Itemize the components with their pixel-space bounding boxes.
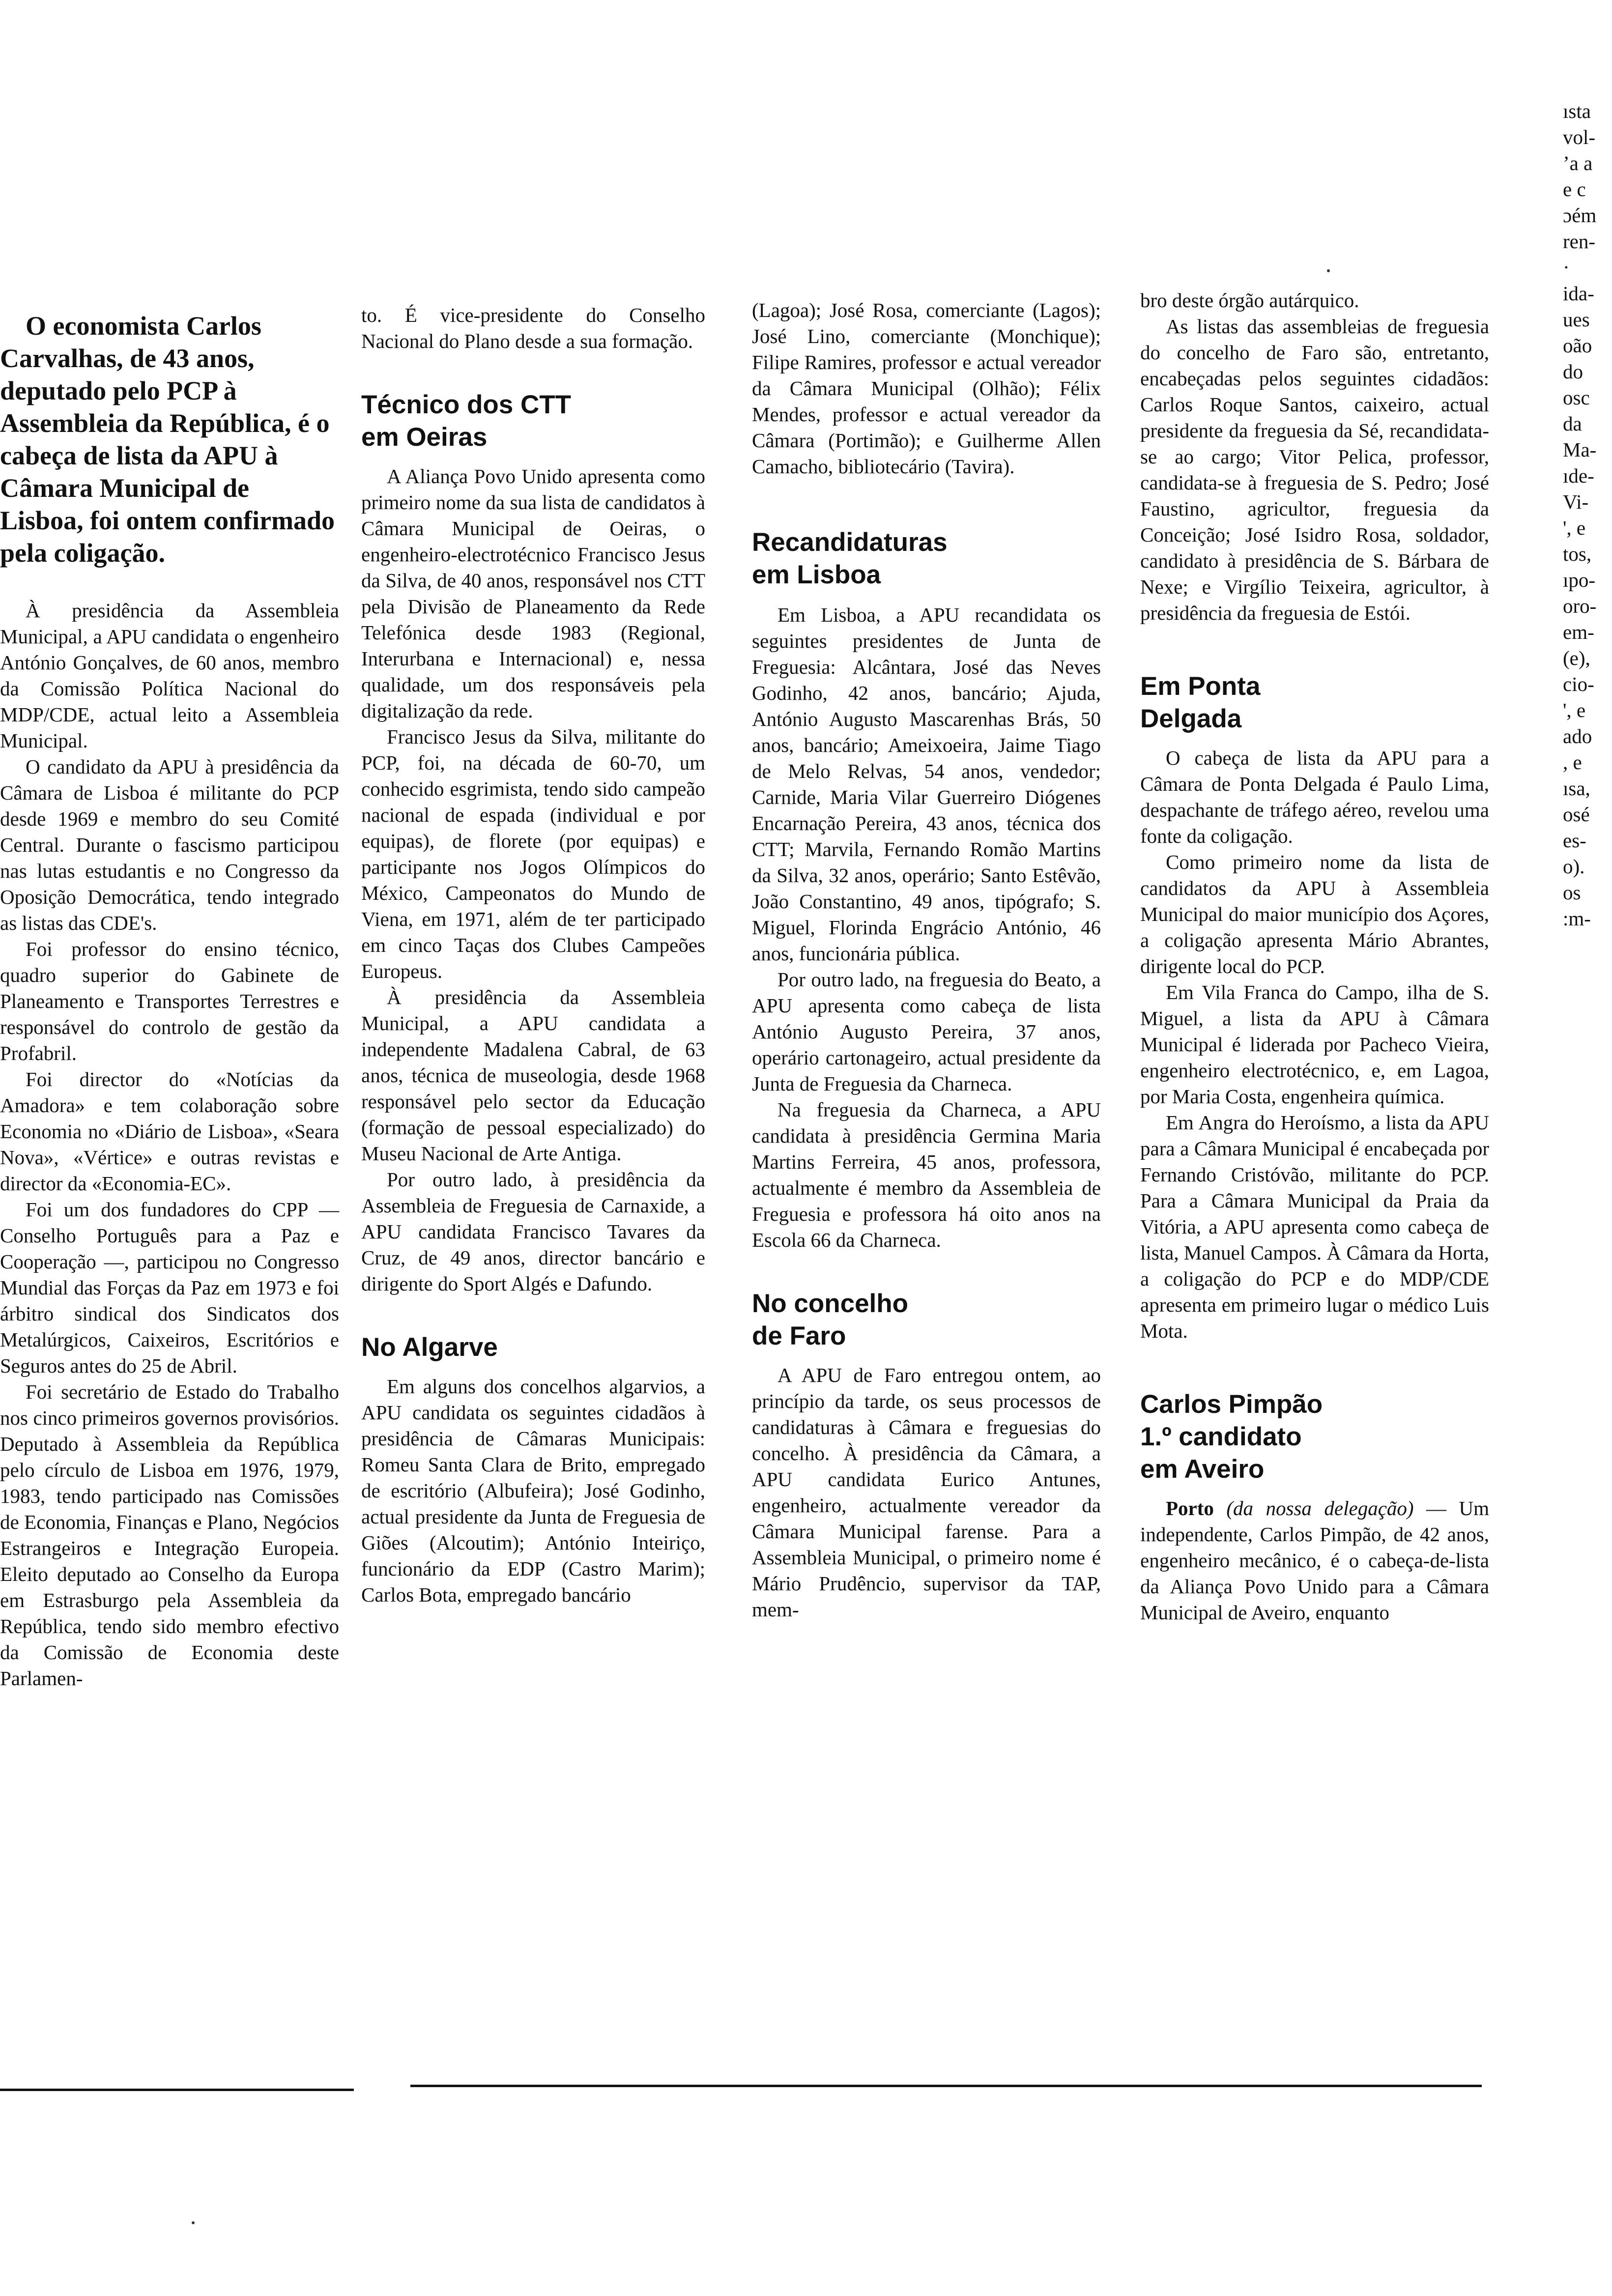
edge-fragment: osé [1563, 803, 1590, 826]
edge-fragment: ', e [1563, 517, 1586, 539]
edge-fragment: ısa, [1563, 777, 1590, 800]
dateline-paragraph [1140, 1495, 1489, 1626]
continuation-paragraph: to. É vice-presidente do Conselho Nacional do Plano desde a sua formação. [361, 304, 705, 352]
edge-fragment: cio- [1563, 673, 1594, 695]
edge-fragment: :m- [1563, 907, 1591, 930]
edge-fragment: Ma- [1563, 438, 1597, 461]
column-4 [1140, 287, 1489, 1626]
edge-fragment: em- [1563, 621, 1594, 643]
bottom-rule-right [410, 2085, 1482, 2087]
edge-fragment: o). [1563, 855, 1585, 878]
edge-fragment: ida- [1563, 282, 1594, 305]
body-paragraph: Foi professor do ensino técnico, quadro superior do Gabinete de Planeamento e Transportes Terrestres e responsável do controlo de gestão da Profabril. [0, 938, 339, 1064]
body-paragraph: Francisco Jesus da Silva, militante do PCP, foi, na década de 60-70, um conhecido esgrimista, tendo sido campeão nacional de espada (individual e por equipas), de florete (por equipas) e participante nos Jogos Olímpicos do México, Campeonatos do Mundo de Viena, em 1971, além de ter participado em cinco Taças dos Clubes Campeões Europeus. [361, 725, 705, 982]
section-heading: Em Ponta Delgada [1140, 672, 1261, 733]
body-paragraph: Em alguns dos concelhos algarvios, a APU candidata os seguintes cidadãos à presidência de Câmaras Municipais: Romeu Santa Clara de Brito, empregado de escritório (Albufeira); José Godinho, actual presidente da Junta de Freguesia de Giões (Alcoutim); António Inteiriço, funcionário da EDP (Castro Marim); Carlos Bota, empregado bancário [361, 1375, 705, 1606]
body-paragraph: O cabeça de lista da APU para a Câmara de Ponta Delgada é Paulo Lima, despachante de tráfego aéreo, revelou uma fonte da coligação. [1140, 746, 1489, 847]
column-3 [752, 297, 1101, 1623]
body-paragraph: Na freguesia da Charneca, a APU candidata à presidência Germina Maria Martins Ferreira, 45 anos, professora, actualmente é membro da Assembleia de Freguesia e professora há oito anos na Escola 66 da Charneca. [752, 1098, 1101, 1251]
body-paragraph: Em Angra do Heroísmo, a lista da APU para a Câmara Municipal é encabeçada por Fernando Cristóvão, militante do PCP. Para a Câmara Municipal da Praia da Vitória, a APU apresenta como cabeça de lista, Manuel Campos. À Câmara da Horta, a coligação do PCP e do MDP/CDE apresenta em primeiro lugar o médico Luis Mota. [1140, 1111, 1489, 1342]
body-paragraph: A APU de Faro entregou ontem, ao princípio da tarde, os seus processos de candidaturas à Câmara e freguesias do concelho. À presidência da Câmara, a APU candidata Eurico Antunes, engenheiro, actualmente vereador da Câmara Municipal farense. Para a Assembleia Municipal, o primeiro nome é Mário Prudêncio, supervisor da TAP, mem- [752, 1364, 1101, 1621]
dateline-source: (da nossa delegação) [1226, 1497, 1414, 1520]
edge-fragment: ıpo- [1563, 569, 1596, 591]
edge-fragment: oro- [1563, 595, 1597, 617]
body-paragraph: Por outro lado, na freguesia do Beato, a APU apresenta como cabeça de lista António Augusto Pereira, 37 anos, operário cartonageiro, actual presidente da Junta de Freguesia da Charneca. [752, 968, 1101, 1095]
edge-fragment: , e [1563, 751, 1582, 774]
section-heading: Carlos Pimpão 1.º candidato em Aveiro [1140, 1390, 1323, 1484]
column-2 [361, 302, 705, 1608]
edge-fragment: ʼa a [1563, 152, 1593, 174]
edge-fragment: vol- [1563, 126, 1596, 148]
body-paragraph: Em Lisboa, a APU recandidata os seguintes presidentes de Junta de Freguesia: Alcântara, José das Neves Godinho, 42 anos, bancário; Ajuda, António Augusto Mascarenhas Brás, 50 anos, bancário; Ameixoeira, Jaime Tiago de Melo Relvas, 54 anos, vendedor; Carnide, Maria Vilar Guerreiro Diógenes Encarnação Pereira, 43 anos, técnica dos CTT; Marvila, Fernando Romão Martins da Silva, 32 anos, operário; Santo Estêvão, João Constantino, 49 anos, tipógrafo; S. Miguel, Florinda Engrácio António, 46 anos, funcionária pública. [752, 603, 1101, 965]
body-paragraph: Foi um dos fundadores do CPP — Conselho Português para a Paz e Cooperação —, participou no Congresso Mundial das Forças da Paz em 1973 e foi árbitro sindical dos Sindicatos dos Metalúrgicos, Caixeiros, Escritórios e Seguros antes do 25 de Abril. [0, 1198, 339, 1377]
section-heading: Recandidaturas em Lisboa [752, 528, 948, 589]
body-paragraph: Como primeiro nome da lista de candidatos da APU à Assembleia Municipal do maior município dos Açores, a coligação apresenta Mário Abrantes, dirigente local do PCP. [1140, 851, 1489, 977]
body-paragraph: À presidência da Assembleia Municipal, a APU candidata a independente Madalena Cabral, de 63 anos, técnica de museologia, desde 1968 responsável pelo sector da Educação (formação de pessoal especializado) do Museu Nacional de Arte Antiga. [361, 986, 705, 1165]
section-heading: Técnico dos CTT em Oeiras [361, 390, 571, 452]
column-1 [0, 310, 339, 1692]
edge-fragment: ɔém [1563, 204, 1597, 227]
continuation-paragraph: (Lagoa); José Rosa, comerciante (Lagos); José Lino, comerciante (Monchique); Filipe Ramires, professor e actual vereador da Câmara Municipal (Olhão); Félix Mendes, professor e actual vereador da Câmara (Portimão); e Guilherme Allen Camacho, bibliotecário (Tavira). [752, 299, 1101, 478]
body-paragraph: O candidato da APU à presidência da Câmara de Lisboa é militante do PCP desde 1969 e membro do seu Comité Central. Durante o fascismo participou nas lutas estudantis e no Congresso da Oposição Democrática, tendo integrado as listas das CDE's. [0, 755, 339, 934]
section-heading: No concelho de Faro [752, 1289, 909, 1350]
edge-fragment: do [1563, 360, 1583, 383]
edge-fragment: osc [1563, 386, 1590, 409]
speck [192, 2221, 195, 2224]
edge-fragment: ado [1563, 725, 1592, 747]
body-paragraph: À presidência da Assembleia Municipal, a APU candidata o engenheiro António Gonçalves, de 60 anos, membro da Comissão Política Nacional do MDP/CDE, actual leito a Assembleia Municipal. [0, 599, 339, 752]
edge-fragment: os [1563, 881, 1581, 904]
edge-fragment: · [1563, 256, 1570, 279]
speck [1327, 269, 1330, 272]
body-paragraph: Foi secretário de Estado do Trabalho nos cinco primeiros governos provisórios. Deputado à Assembleia da República pelo círculo de Lisboa em 1976, 1979, 1983, tendo participado nas Comissões de Economia, Finanças e Plano, Negócios Estrangeiros e Integração Europeia. Eleito deputado ao Conselho da Europa em Estrasburgo pela Assembleia da República, tendo sido membro efectivo da Comissão de Economia deste Parlamen- [0, 1380, 339, 1690]
edge-fragment: tos, [1563, 543, 1592, 565]
section-heading: No Algarve [361, 1333, 498, 1362]
edge-fragment: (e), [1563, 647, 1590, 669]
body-paragraph: Foi director do «Notícias da Amadora» e tem colaboração sobre Economia no «Diário de Lisboa», «Seara Nova», «Vértice» e outras revistas e director da «Economia-EC». [0, 1068, 339, 1195]
body-paragraph: Em Vila Franca do Campo, ilha de S. Miguel, a lista da APU à Câmara Municipal é liderada por Pacheco Vieira, engenheiro electrotécnico, e, em Lagoa, por Maria Costa, engenheira química. [1140, 981, 1489, 1108]
edge-fragment: da [1563, 412, 1582, 435]
edge-fragment: es- [1563, 829, 1586, 852]
edge-fragment: ren- [1563, 230, 1596, 253]
body-paragraph: Por outro lado, à presidência da Assembleia de Freguesia de Carnaxide, a APU candidata Francisco Tavares da Cruz, de 49 anos, director bancário e dirigente do Sport Algés e Dafundo. [361, 1168, 705, 1295]
dateline-text: — Um independente, Carlos Pimpão, de 42 anos, engenheiro mecânico, é o cabeça-de-lista da Aliança Povo Unido para a Câmara Municipal de Aveiro, enquanto [1140, 1497, 1490, 1624]
body-paragraph: A Aliança Povo Unido apresenta como primeiro nome da sua lista de candidatos à Câmara Municipal de Oeiras, o engenheiro-electrotécnico Francisco Jesus da Silva, de 40 anos, responsável nos CTT pela Divisão de Planeamento da Rede Telefónica desde 1983 (Regional, Interurbana e Internacional) e, nessa qualidade, um dos responsáveis pela digitalização da rede. [361, 465, 705, 722]
edge-fragment: ıde- [1563, 464, 1594, 487]
edge-fragment: ', e [1563, 699, 1586, 721]
continuation-paragraph: bro deste órgão autárquico. [1140, 289, 1359, 312]
lead-paragraph: O economista Carlos Carvalhas, de 43 anos, deputado pelo PCP à Assembleia da República, é o cabeça de lista da APU à Câmara Municipal de Lisboa, foi ontem confirmado pela coligação. [0, 311, 335, 568]
right-edge-clipped-column [1563, 98, 1612, 932]
edge-fragment: oão [1563, 334, 1592, 357]
dateline-place: Porto [1166, 1497, 1214, 1520]
edge-fragment: ısta [1563, 100, 1591, 122]
edge-fragment: ues [1563, 308, 1590, 331]
edge-fragment: Vi- [1563, 490, 1589, 513]
body-paragraph: As listas das assembleias de freguesia do concelho de Faro são, entretanto, encabeçadas pelos seguintes cidadãos: Carlos Roque Santos, caixeiro, actual presidente da freguesia da Sé, recandidata-se ao cargo; Vitor Pelica, professor, candidata-se à freguesia de S. Pedro; José Faustino, agricultor, freguesia da Conceição; José Isidro Rosa, soldador, candidato à presidência de S. Bárbara de Nexe; e Virgílio Teixeira, agricultor, à presidência da freguesia de Estói. [1140, 315, 1489, 624]
bottom-rule-left [0, 2089, 354, 2091]
edge-fragment: e c [1563, 178, 1586, 201]
